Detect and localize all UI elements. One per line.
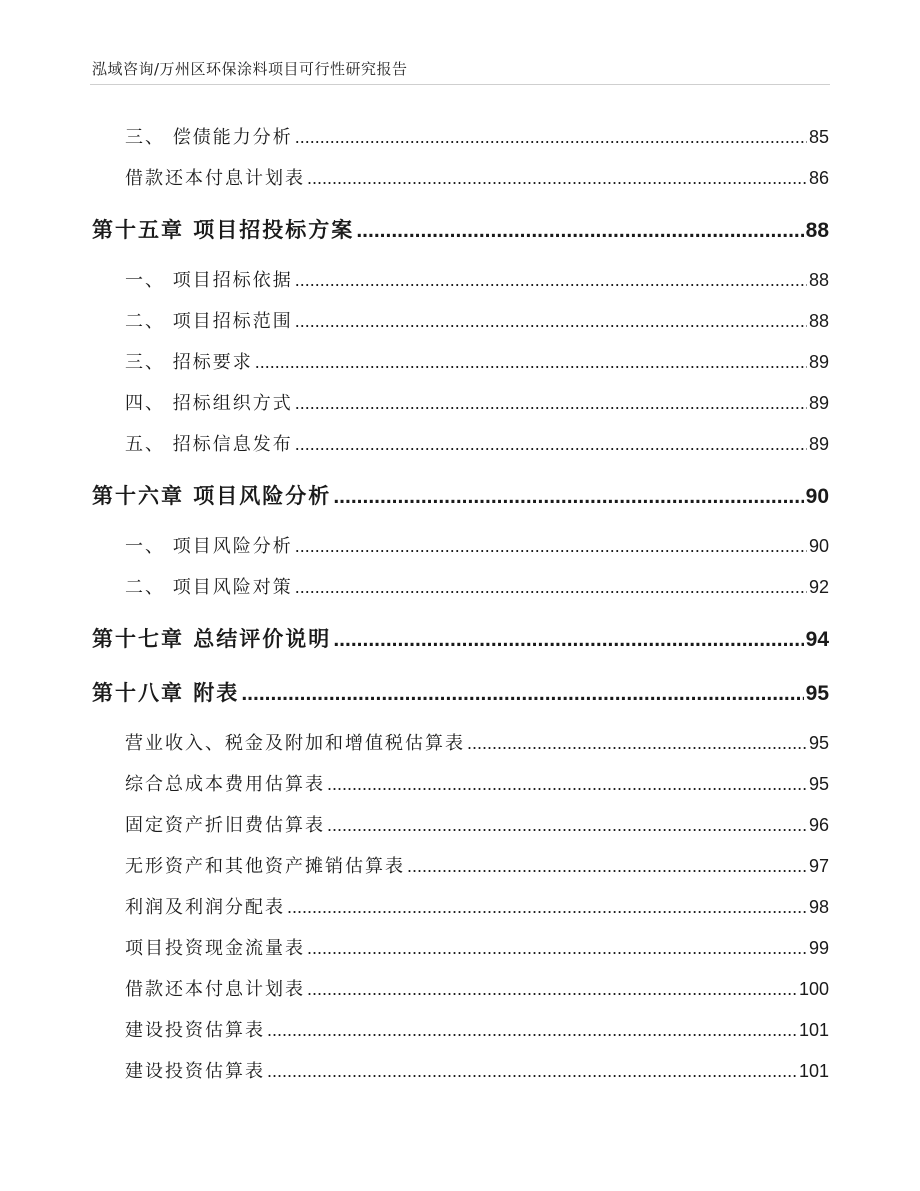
toc-page-number: 89 (808, 434, 829, 454)
toc-page-number: 88 (808, 311, 829, 331)
toc-section-entry[interactable] (125, 348, 829, 374)
toc-leader-dots (327, 815, 807, 836)
toc-entry-label: 五、 招标信息发布 (125, 434, 293, 455)
toc-page-number: 89 (808, 393, 829, 413)
toc-section-entry[interactable] (125, 893, 829, 919)
toc-page-number: 98 (808, 897, 829, 917)
toc-entry-label: 四、 招标组织方式 (125, 393, 293, 414)
toc-leader-dots (241, 682, 803, 706)
toc-page-number: 101 (798, 1020, 829, 1040)
toc-chapter-entry[interactable] (92, 623, 829, 653)
toc-section-entry[interactable] (125, 1057, 829, 1083)
toc-chapter-entry[interactable] (92, 480, 829, 510)
toc-chapter-entry[interactable] (92, 214, 829, 244)
toc-entry-label: 营业收入、税金及附加和增值税估算表 (125, 733, 465, 754)
toc-section-entry[interactable] (125, 852, 829, 878)
toc-section-entry[interactable] (125, 307, 829, 333)
toc-section-entry[interactable] (125, 123, 829, 149)
toc-section-entry[interactable] (125, 770, 829, 796)
toc-section-entry[interactable] (125, 729, 829, 755)
toc-page-number: 96 (808, 815, 829, 835)
toc-leader-dots (307, 938, 807, 959)
toc-entry-label: 第十七章 总结评价说明 (92, 627, 332, 651)
toc-entry-label: 借款还本付息计划表 (125, 979, 305, 1000)
toc-page-number: 94 (805, 628, 829, 651)
toc-section-entry[interactable] (125, 573, 829, 599)
toc-page-number: 88 (808, 270, 829, 290)
toc-entry-label: 项目投资现金流量表 (125, 938, 305, 959)
toc-leader-dots (295, 577, 807, 598)
toc-leader-dots (295, 311, 807, 332)
toc-entry-label: 二、 项目招标范围 (125, 311, 293, 332)
toc-leader-dots (287, 897, 807, 918)
toc-leader-dots (307, 168, 807, 189)
toc-section-entry[interactable] (125, 266, 829, 292)
toc-leader-dots (333, 485, 803, 509)
toc-section-entry[interactable] (125, 389, 829, 415)
toc-page-number: 95 (805, 682, 829, 705)
toc-page-number: 85 (808, 127, 829, 147)
toc-page-number: 97 (808, 856, 829, 876)
toc-entry-label: 综合总成本费用估算表 (125, 774, 325, 795)
toc-leader-dots (295, 434, 807, 455)
toc-entry-label: 二、 项目风险对策 (125, 577, 293, 598)
toc-chapter-entry[interactable] (92, 677, 829, 707)
toc-leader-dots (267, 1020, 797, 1041)
toc-page-number: 89 (808, 352, 829, 372)
toc-page-number: 90 (808, 536, 829, 556)
toc-leader-dots (333, 628, 803, 652)
toc-entry-label: 三、 偿债能力分析 (125, 127, 293, 148)
toc-leader-dots (327, 774, 807, 795)
toc-page-number: 95 (808, 774, 829, 794)
toc-page-number: 92 (808, 577, 829, 597)
toc-section-entry[interactable] (125, 532, 829, 558)
toc-entry-label: 利润及利润分配表 (125, 897, 285, 918)
toc-leader-dots (295, 270, 807, 291)
toc-leader-dots (407, 856, 807, 877)
toc-leader-dots (255, 352, 807, 373)
toc-page-number: 95 (808, 733, 829, 753)
toc-section-entry[interactable] (125, 975, 829, 1001)
toc-entry-label: 第十八章 附表 (92, 681, 240, 705)
toc-entry-label: 建设投资估算表 (125, 1061, 265, 1082)
toc-section-entry[interactable] (125, 1016, 829, 1042)
toc-leader-dots (267, 1061, 797, 1082)
toc-page-number: 90 (805, 485, 829, 508)
toc-section-entry[interactable] (125, 811, 829, 837)
toc-page-number: 99 (808, 938, 829, 958)
toc-entry-label: 第十五章 项目招投标方案 (92, 218, 355, 242)
toc-page-number: 101 (798, 1061, 829, 1081)
toc-leader-dots (307, 979, 797, 1000)
toc-page-number: 88 (805, 219, 829, 242)
toc-leader-dots (295, 536, 807, 557)
toc-entry-label: 建设投资估算表 (125, 1020, 265, 1041)
toc-section-entry[interactable] (125, 430, 829, 456)
toc-entry-label: 一、 项目风险分析 (125, 536, 293, 557)
toc-entry-label: 借款还本付息计划表 (125, 168, 305, 189)
toc-leader-dots (295, 127, 807, 148)
toc-leader-dots (356, 219, 803, 243)
toc-entry-label: 一、 项目招标依据 (125, 270, 293, 291)
toc-section-entry[interactable] (125, 164, 829, 190)
page-header-title: 泓域咨询/万州区环保涂料项目可行性研究报告 (92, 60, 408, 78)
toc-section-entry[interactable] (125, 934, 829, 960)
toc-leader-dots (295, 393, 807, 414)
toc-entry-label: 无形资产和其他资产摊销估算表 (125, 856, 405, 877)
toc-entry-label: 三、 招标要求 (125, 352, 253, 373)
toc-leader-dots (467, 733, 807, 754)
toc-page-number: 86 (808, 168, 829, 188)
toc-entry-label: 第十六章 项目风险分析 (92, 484, 332, 508)
toc-entry-label: 固定资产折旧费估算表 (125, 815, 325, 836)
toc-page-number: 100 (798, 979, 829, 999)
